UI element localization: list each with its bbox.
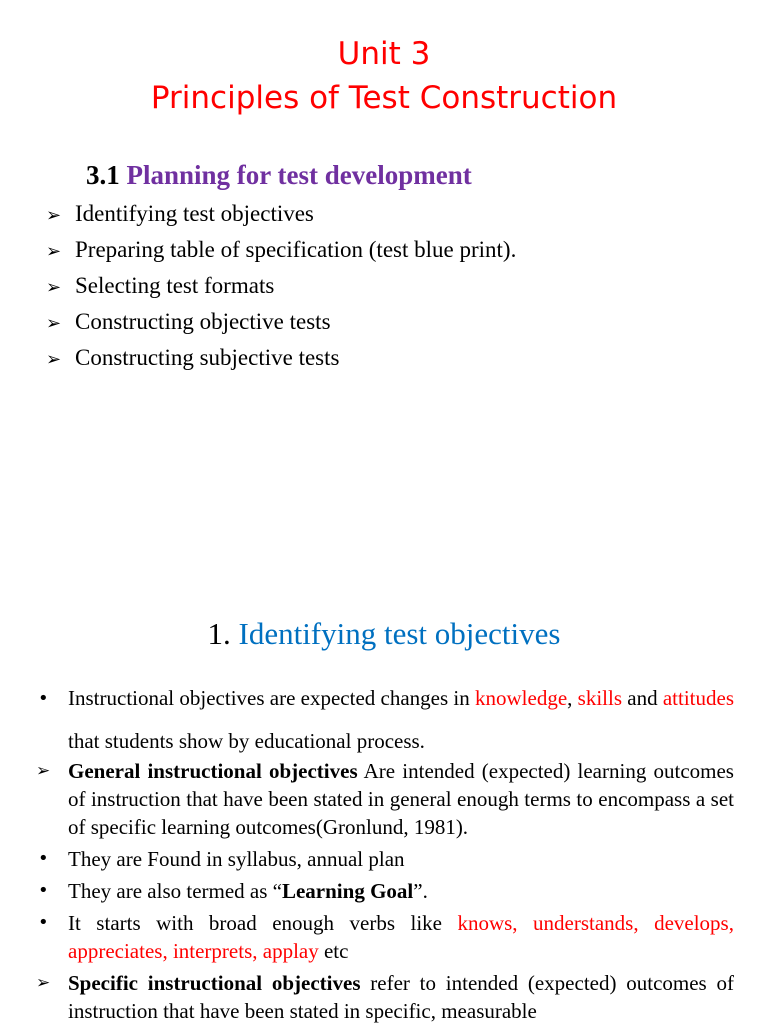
list-item-text: Preparing table of specification (test blue print). [75,237,517,262]
list-item-text: Selecting test formats [75,273,275,298]
text-span: Instructional objectives are expected changes in [68,686,475,710]
arrow-bullet-icon: ➢ [46,241,62,262]
slide-2 [0,560,768,1024]
bold-term: General instructional objectives [68,759,358,783]
arrow-bullet-icon: ➢ [46,277,62,298]
list-item-text: They are Found in syllabus, annual plan [68,847,405,871]
arrow-bullet-icon: ➢ [46,205,62,226]
list-item [46,345,516,381]
list-item-text [68,969,734,1025]
text-span: It starts with broad enough verbs like [68,911,458,935]
planning-steps-list [46,201,516,381]
list-item [46,237,516,273]
dot-bullet-icon: • [38,688,49,709]
arrow-bullet-icon: ➢ [36,761,51,781]
list-item-text [68,909,734,965]
list-item-text [68,877,734,905]
highlight-skills: skills [577,686,623,710]
list-item [36,909,734,965]
bold-term: Learning Goal [281,879,414,903]
text-span: Are intended (expected) learning outcomes of instruction that have been stated in general enough terms to encompass a set of specific learning outcomes(Gronlund, 1981). [68,759,734,839]
list-item [46,309,516,345]
list-item [36,757,734,841]
section-number: 3.1 [86,160,120,190]
section-heading [86,160,472,191]
heading-number: 1. [207,616,231,651]
objectives-list [36,677,734,1025]
list-item [46,273,516,309]
text-span: They are also termed as “ [68,879,282,903]
slide-heading [0,616,768,652]
arrow-bullet-icon: ➢ [36,973,51,993]
text-span: , [567,686,578,710]
text-span: and [622,686,663,710]
dot-bullet-icon: • [38,880,49,901]
text-span: refer to intended (expected) outcomes of instruction that have been stated in specific, measurable [68,971,734,1023]
text-span: ”. [413,879,428,903]
heading-text: Identifying test objectives [238,616,561,651]
text-span: etc [318,939,349,963]
list-item-text: Identifying test objectives [75,201,314,226]
text-span: that students show by educational process. [68,729,425,753]
highlight-verbs: knows, understands, develops, appreciates, interprets, applay [68,911,734,963]
arrow-bullet-icon: ➢ [46,349,62,370]
list-item-text [68,757,734,841]
list-item-text: Constructing objective tests [75,309,331,334]
list-item [36,877,734,905]
highlight-attitudes: attitudes [662,686,734,710]
list-item [36,677,734,763]
dot-bullet-icon: • [38,848,49,869]
section-title: Planning for test development [126,160,472,190]
list-item [36,845,734,873]
list-item-text: Constructing subjective tests [75,345,340,370]
list-item [36,969,734,1025]
unit-subtitle: Principles of Test Construction [150,80,618,116]
dot-bullet-icon: • [38,912,49,933]
unit-title: Unit 3 [337,36,431,72]
list-item [46,201,516,237]
highlight-knowledge: knowledge [475,686,568,710]
bold-term: Specific instructional objectives [68,971,361,995]
arrow-bullet-icon: ➢ [46,313,62,334]
list-item-text [68,677,734,763]
